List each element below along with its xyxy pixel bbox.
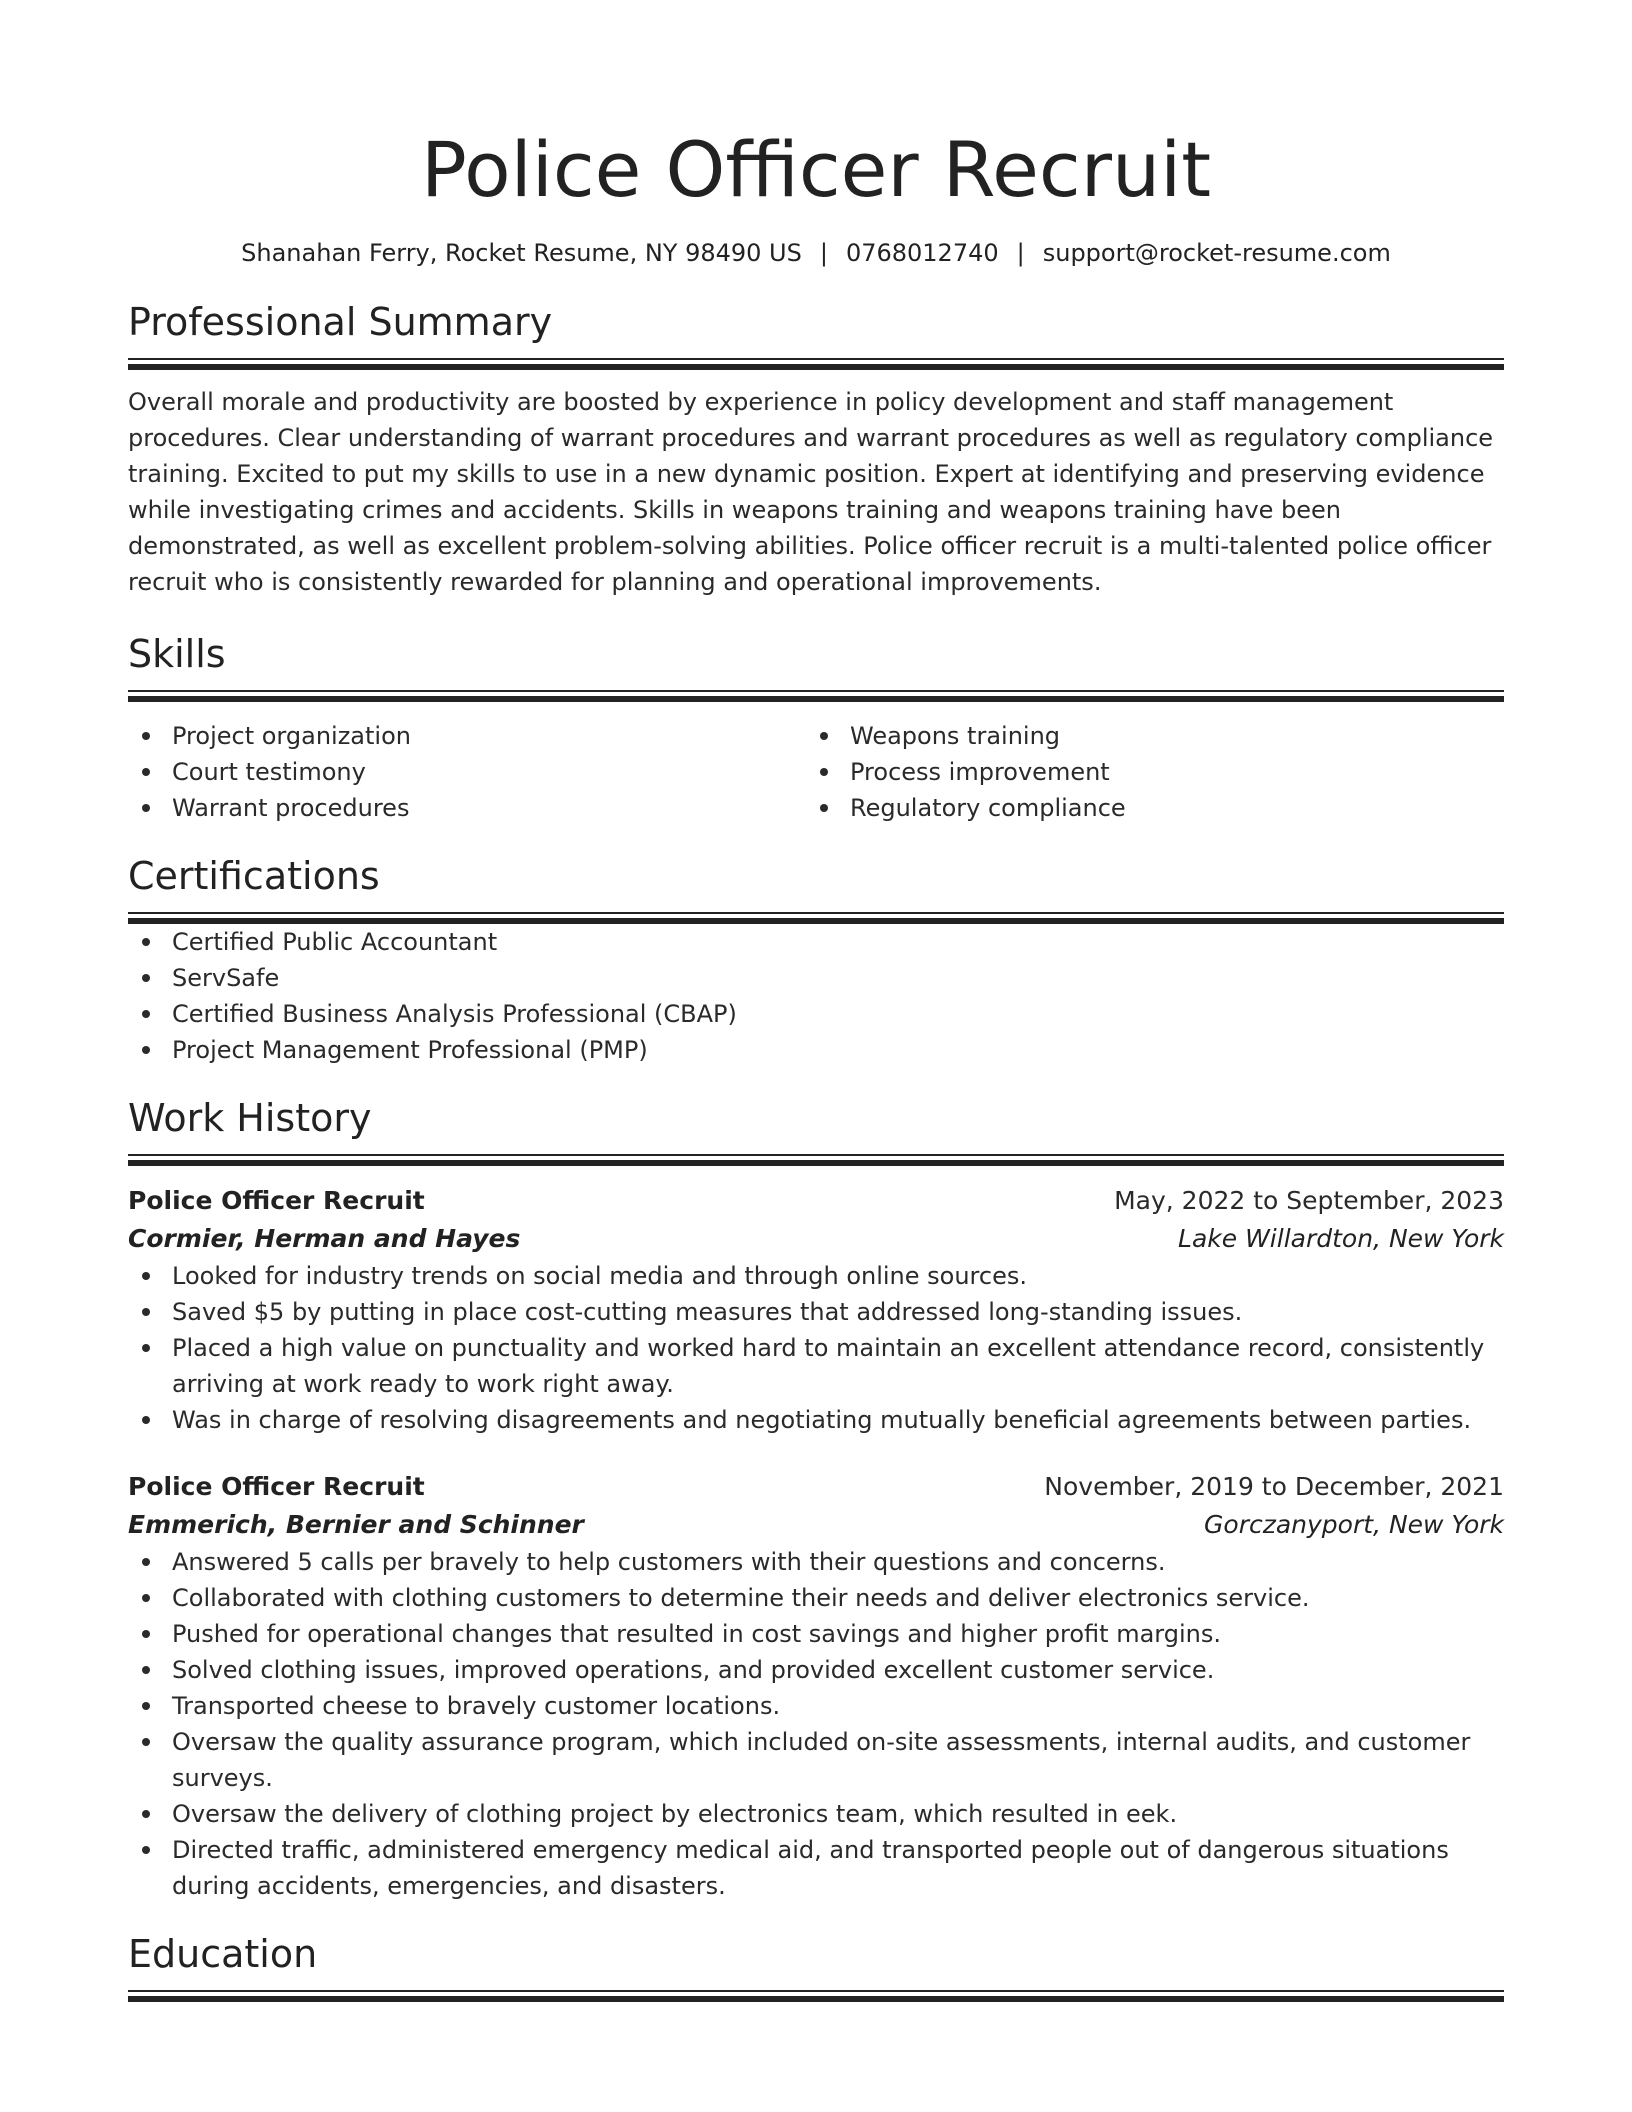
section-divider <box>128 1990 1504 2002</box>
job-dates: May, 2022 to September, 2023 <box>1114 1186 1504 1215</box>
job-entry <box>128 1468 1504 1904</box>
job-header <box>128 1182 1504 1220</box>
job-subheader <box>128 1220 1504 1258</box>
certification-item: Certified Public Accountant <box>128 924 1504 960</box>
job-bullet: Pushed for operational changes that resulted in cost savings and higher profit margins. <box>128 1616 1504 1652</box>
skills-list-right <box>806 718 1484 826</box>
section-divider <box>128 912 1504 924</box>
job-bullet: Directed traffic, administered emergency medical aid, and transported people out of dangerous situations during accidents, emergencies, and disasters. <box>128 1832 1504 1904</box>
contact-separator: | <box>1016 239 1025 267</box>
job-header <box>128 1468 1504 1506</box>
job-bullet: Looked for industry trends on social media and through online sources. <box>128 1258 1504 1294</box>
job-bullet: Was in charge of resolving disagreements and negotiating mutually beneficial agreements between parties. <box>128 1402 1504 1438</box>
job-company: Emmerich, Bernier and Schinner <box>128 1510 584 1539</box>
job-bullet: Answered 5 calls per bravely to help customers with their questions and concerns. <box>128 1544 1504 1580</box>
section-title-certifications: Certifications <box>128 854 380 898</box>
job-bullet: Solved clothing issues, improved operations, and provided excellent customer service. <box>128 1652 1504 1688</box>
section-title-work-history: Work History <box>128 1096 372 1140</box>
job-company: Cormier, Herman and Hayes <box>128 1224 521 1253</box>
skill-item: Regulatory compliance <box>806 790 1484 826</box>
skill-item: Process improvement <box>806 754 1484 790</box>
skills-list-left <box>128 718 806 826</box>
skill-item: Weapons training <box>806 718 1484 754</box>
job-entry <box>128 1182 1504 1438</box>
job-bullet: Collaborated with clothing customers to determine their needs and deliver electronics service. <box>128 1580 1504 1616</box>
section-title-skills: Skills <box>128 632 226 676</box>
job-title: Police Officer Recruit <box>128 1472 425 1501</box>
section-divider <box>128 358 1504 370</box>
certifications-section <box>128 852 1504 1068</box>
resume-page <box>128 0 1504 2002</box>
work-history-section <box>128 1094 1504 1904</box>
job-bullets <box>128 1544 1504 1904</box>
contact-email: support@rocket-resume.com <box>1042 239 1391 267</box>
job-bullet: Oversaw the quality assurance program, which included on-site assessments, internal audits, and customer surveys. <box>128 1724 1504 1796</box>
job-dates: November, 2019 to December, 2021 <box>1044 1472 1504 1501</box>
section-title-summary: Professional Summary <box>128 300 553 344</box>
certification-item: Project Management Professional (PMP) <box>128 1032 1504 1068</box>
section-title-education: Education <box>128 1932 318 1976</box>
job-subheader <box>128 1506 1504 1544</box>
certification-item: ServSafe <box>128 960 1504 996</box>
contact-phone: 0768012740 <box>845 239 999 267</box>
summary-section <box>128 298 1504 600</box>
job-bullet: Transported cheese to bravely customer locations. <box>128 1688 1504 1724</box>
summary-text: Overall morale and productivity are boosted by experience in policy development and staff management procedures. Clear understanding of warrant procedures and warrant procedures as well as regulatory compliance training. Excited to put my skills to use in a new dynamic position. Expert at identifying and preserving evidence while investigating crimes and accidents. Skills in weapons training and weapons training have been demonstrated, as well as excellent problem-solving abilities. Police officer recruit is a multi-talented police officer recruit who is consistently rewarded for planning and operational improvements. <box>128 388 1494 596</box>
section-divider <box>128 690 1504 702</box>
section-divider <box>128 1154 1504 1166</box>
contact-line <box>128 236 1504 270</box>
job-title: Police Officer Recruit <box>128 1186 425 1215</box>
job-bullet: Saved $5 by putting in place cost-cutting measures that addressed long-standing issues. <box>128 1294 1504 1330</box>
skills-section <box>128 630 1504 826</box>
job-location: Gorczanyport, New York <box>1204 1510 1504 1539</box>
job-bullets <box>128 1258 1504 1438</box>
contact-address: Shanahan Ferry, Rocket Resume, NY 98490 US <box>241 239 802 267</box>
skill-item: Warrant procedures <box>128 790 806 826</box>
certifications-list <box>128 924 1504 1068</box>
skill-item: Court testimony <box>128 754 806 790</box>
contact-separator: | <box>819 239 828 267</box>
education-section <box>128 1930 1504 2002</box>
skills-grid <box>128 718 1504 826</box>
resume-name: Police Officer Recruit <box>420 125 1212 214</box>
job-bullet: Placed a high value on punctuality and worked hard to maintain an excellent attendance record, consistently arriving at work ready to work right away. <box>128 1330 1504 1402</box>
job-bullet: Oversaw the delivery of clothing project by electronics team, which resulted in eek. <box>128 1796 1504 1832</box>
job-location: Lake Willardton, New York <box>1178 1224 1504 1253</box>
certification-item: Certified Business Analysis Professional (CBAP) <box>128 996 1504 1032</box>
skill-item: Project organization <box>128 718 806 754</box>
